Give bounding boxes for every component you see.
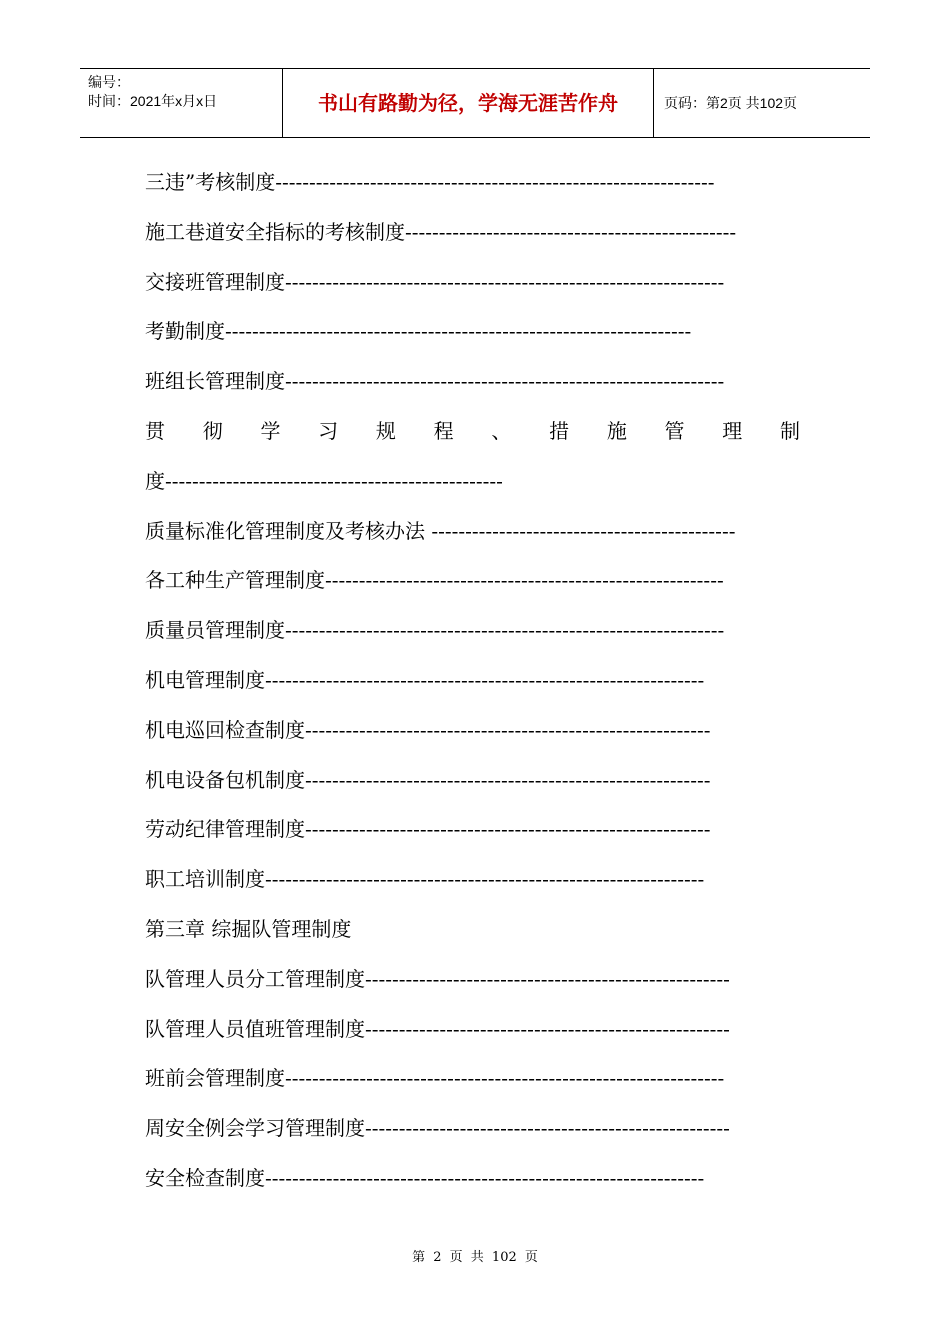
doc-time-label: 时间：2021年x月x日 (88, 93, 218, 109)
header-motto: 书山有路勤为径，学海无涯苦作舟 (282, 69, 654, 137)
toc-entry: 度-------------------------------------------------- (145, 468, 503, 493)
toc-entry: 队管理人员值班管理制度------------------------------------------------------ (145, 1016, 730, 1041)
toc-entry: 班前会管理制度----------------------------------------------------------------- (145, 1066, 725, 1091)
toc-entry: 考勤制度--------------------------------------------------------------------- (145, 319, 692, 344)
toc-entry: 机电管理制度----------------------------------------------------------------- (145, 667, 705, 692)
toc-entry: 施工巷道安全指标的考核制度------------------------------------------------- (145, 219, 737, 244)
toc-chapter-heading: 第三章 综掘队管理制度 (145, 916, 352, 941)
toc-entry: 职工培训制度----------------------------------------------------------------- (145, 867, 705, 892)
toc-entry: 质量员管理制度----------------------------------------------------------------- (145, 618, 725, 643)
toc-entry: 队管理人员分工管理制度------------------------------------------------------ (145, 966, 730, 991)
toc-entry: 班组长管理制度----------------------------------------------------------------- (145, 369, 725, 394)
toc-entry: 安全检查制度----------------------------------------------------------------- (145, 1165, 705, 1190)
page-header (80, 68, 870, 138)
header-page-info: 页码：第2页 共102页 (664, 95, 798, 111)
toc-entry: 机电巡回检查制度------------------------------------------------------------ (145, 717, 711, 742)
toc-entry: 交接班管理制度----------------------------------------------------------------- (145, 269, 725, 294)
toc-entry: 机电设备包机制度------------------------------------------------------------ (145, 767, 711, 792)
toc-entry: 质量标准化管理制度及考核办法 --------------------------------------------- (145, 518, 736, 543)
toc-entry: 三违”考核制度----------------------------------------------------------------- (145, 170, 715, 194)
toc-entry: 周安全例会学习管理制度------------------------------------------------------ (145, 1116, 730, 1141)
table-of-contents (145, 158, 810, 1204)
doc-number-label: 编号： (88, 74, 130, 90)
header-meta (80, 69, 282, 137)
toc-entry: 贯彻学习规程、措施管理制 (145, 418, 810, 443)
page-footer: 第 2 页 共 102 页 (412, 1250, 538, 1265)
toc-entry: 劳动纪律管理制度------------------------------------------------------------ (145, 817, 711, 842)
toc-entry: 各工种生产管理制度----------------------------------------------------------- (145, 568, 724, 593)
